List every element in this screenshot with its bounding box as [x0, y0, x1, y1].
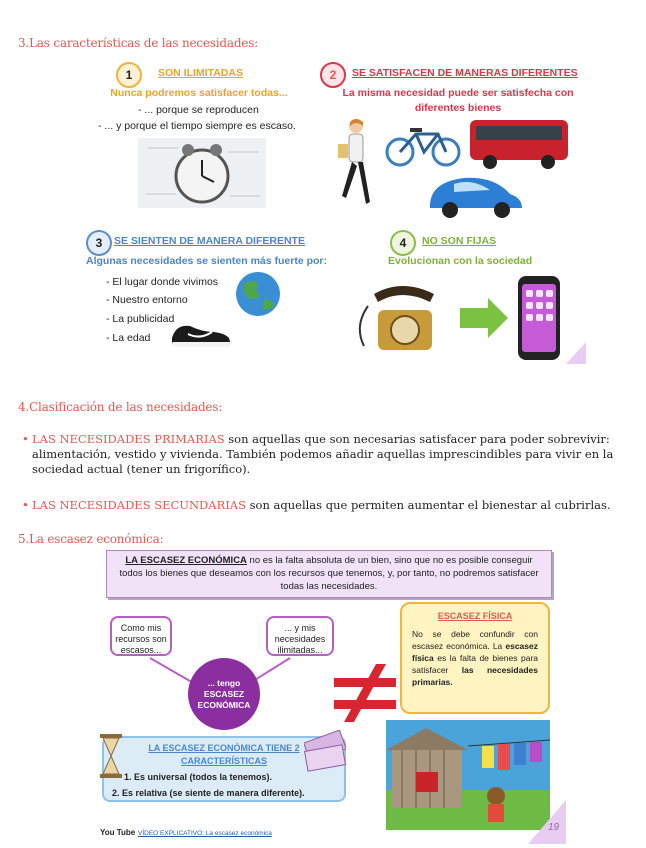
car-illustration: [424, 168, 526, 220]
definition-box: [106, 550, 552, 598]
fisica-bold-1: escasez física: [412, 641, 538, 663]
item2-title: SE SATISFACEN DE MANERAS DIFERENTES: [352, 67, 578, 79]
item1-title: SON ILIMITADAS: [158, 67, 243, 79]
definition-term: LA ESCASEZ ECONÓMICA: [125, 555, 247, 566]
bus-illustration: [468, 114, 572, 172]
clock-illustration: [138, 138, 266, 208]
bicycle-illustration: [384, 120, 462, 168]
item4-title: NO SON FIJAS: [422, 235, 497, 247]
fisica-text-2: es la falta de bienes para satisfacer: [412, 653, 538, 675]
bubble-scarce-resources: Como mis recursos son escasos...: [110, 616, 172, 656]
primary-needs-term: LAS NECESIDADES PRIMARIAS: [32, 432, 225, 446]
banknotes-icon: [304, 730, 346, 774]
youtube-logo[interactable]: [100, 828, 135, 837]
section-heading-3: 3.Las características de las necesidades:: [18, 36, 259, 50]
scarcity-infographic: [94, 546, 566, 844]
bubble-unlimited-needs: ... y mis necesidades ilimitadas...: [266, 616, 334, 656]
smartphone-icon: [516, 274, 562, 362]
youtube-logo-text: You Tube: [100, 828, 136, 837]
sneaker-illustration: [168, 318, 234, 350]
economic-scarcity-circle: ... tengo ESCASEZ ECONÓMICA: [188, 658, 260, 730]
number-badge-3: 3: [86, 230, 112, 256]
item1-line2: - ... y porque el tiempo siempre es escaso.: [98, 120, 296, 132]
primary-needs-text: son aquellas que son necesarias satisfacer para poder sobrevivir: alimentación, vestido y vivienda. También podemos añadir aquellas imprescindibles para vivir en la sociedad actual (tener un frigorífico).: [32, 432, 614, 476]
item1-subtitle: Nunca podremos satisfacer todas...: [110, 87, 288, 99]
number-badge-4: 4: [390, 230, 416, 256]
definition-text: no es la falta absoluta de un bien, sino que no es posible conseguir todos los bienes que deseamos con los recursos que tenemos, y, por tanto, no podremos satisfacer todas las necesidades.: [119, 555, 539, 592]
item3-list-2: - Nuestro entorno: [106, 294, 188, 306]
globe-illustration: [234, 270, 282, 318]
bullet-secondary-needs: • LAS NECESIDADES SECUNDARIAS son aquellas que permiten aumentar el bienestar al cubrirlas.: [22, 498, 611, 512]
page-number: 19: [548, 822, 560, 833]
characteristic-1: 1. Es universal (todos la tenemos).: [124, 772, 273, 782]
physical-scarcity-box: [400, 602, 550, 714]
item3-list-1: - El lugar donde vivimos: [106, 276, 219, 288]
walking-person-illustration: [330, 116, 378, 212]
fisica-text-1: No se debe confundir con escasez económica. La: [412, 629, 538, 651]
item3-subtitle: Algunas necesidades se sienten más fuerte por:: [86, 255, 327, 267]
item3-title: SE SIENTEN DE MANERA DIFERENTE: [114, 235, 305, 247]
item3-list-4: - La edad: [106, 332, 151, 344]
physical-scarcity-text: [412, 628, 538, 688]
item2-subtitle-line2: diferentes bienes: [414, 102, 502, 114]
section-heading-5: 5.La escasez económica:: [18, 532, 164, 546]
secondary-needs-term: LAS NECESIDADES SECUNDARIAS: [32, 498, 246, 512]
fisica-bold-2: las necesidades primarias.: [412, 665, 538, 687]
page-corner-decoration: [566, 342, 586, 364]
characteristics-title: LA ESCASEZ ECONÓMICA TIENE 2 CARACTERÍSTICAS: [148, 743, 300, 766]
secondary-needs-text: son aquellas que permiten aumentar el bienestar al cubrirlas.: [245, 498, 611, 512]
right-arrow-icon: [458, 296, 510, 340]
item1-line1: - ... porque se reproducen: [138, 104, 259, 116]
not-equal-icon: [332, 664, 398, 722]
number-badge-2: 2: [320, 62, 346, 88]
characteristics-infographic: [86, 56, 586, 364]
item4-subtitle: Evolucionan con la sociedad: [388, 255, 533, 267]
hourglass-icon: [98, 732, 124, 780]
old-telephone-illustration: [354, 276, 450, 360]
physical-scarcity-title: ESCASEZ FÍSICA: [437, 611, 513, 621]
item3-list-3: - La publicidad: [106, 313, 175, 325]
poor-house-illustration: [386, 720, 550, 830]
bullet-primary-needs: • LAS NECESIDADES PRIMARIAS son aquellas que son necesarias satisfacer para poder sobrevivir: alimentación, vestido y vivienda. También podemos añadir aquellas imprescindibles para vivir en la sociedad actual (tener un frigorífico).: [22, 432, 614, 476]
item2-subtitle-line1: La misma necesidad puede ser satisfecha con: [342, 87, 574, 99]
video-link[interactable]: VÍDEO EXPLICATIVO: La escasez económica: [138, 830, 272, 837]
page-corner-decoration: [528, 800, 566, 844]
section-heading-4: 4.Clasificación de las necesidades:: [18, 400, 223, 414]
number-badge-1: 1: [116, 62, 142, 88]
characteristic-2: 2. Es relativa (se siente de manera diferente).: [112, 788, 305, 798]
